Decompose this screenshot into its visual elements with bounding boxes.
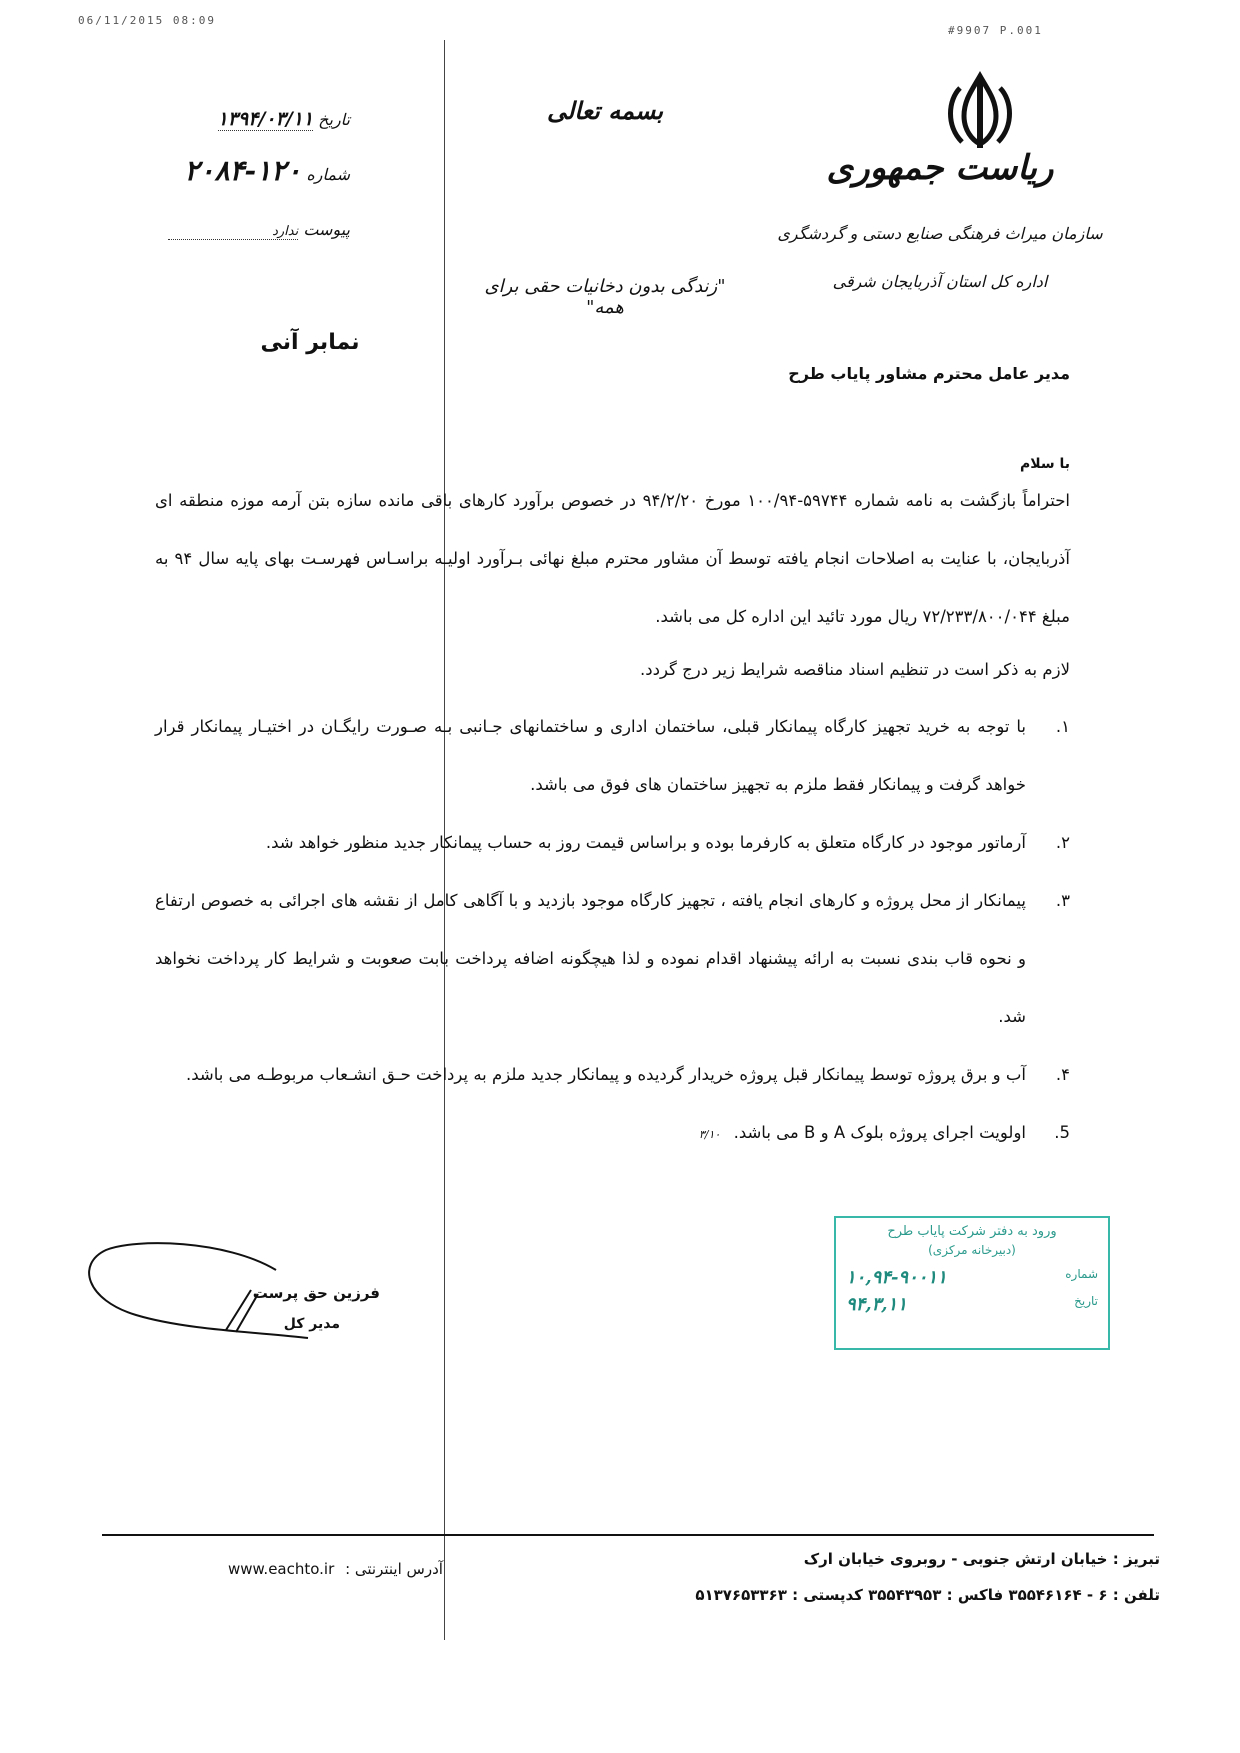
list-item-number: ۲. xyxy=(1055,833,1070,852)
date-label: تاریخ xyxy=(318,110,350,129)
list-item-text xyxy=(155,1104,1036,1164)
attachment-value: ندارد xyxy=(168,224,298,240)
doc-type: نمابر آنی xyxy=(260,330,360,355)
list-item xyxy=(155,814,1070,872)
stamp-number-value: ۱۰,۹۴-۹۰۰۱۱ xyxy=(846,1267,947,1288)
list-item-text: پیمانکار از محل پروژه و کارهای انجام یافته ، تجهیز کارگاه موجود بازدید و با آگاهی کامل از نقشه های اجرائی به خصوص ارتفاع و نحوه قاب بندی نسبت به ارائه پیشنهاد اقدام نموده و لذا هیچگونه اضافه پرداخت بابت صعوبت و شرایط کار پرداخت نخواهد شد. xyxy=(155,891,1026,1026)
stamp-date-value: ۹۴,۳,۱۱ xyxy=(846,1294,907,1315)
body-paragraph: احتراماً بازگشت به نامه شماره ۵۹۷۴۴-۱۰۰/۹۴ مورخ ۹۴/۲/۲۰ در خصوص برآورد کارهای باقی مانده سازه بتن آرمه موزه منطقه ای آذربایجان، با عنایت به اصلاحات انجام یافته توسط آن مشاور محترم مبلغ نهائی بـرآورد اولیـه براسـاس فهرسـت بهای پایه سال ۹۴ به مبلغ ۷۲/۲۳۳/۸۰۰/۰۴۴ ریال مورد تائید این اداره کل می باشد. xyxy=(155,491,1070,626)
meta-attachment-row xyxy=(120,220,350,240)
list-item-number: ۳. xyxy=(1055,891,1070,910)
org-department: اداره کل استان آذربایجان شرقی xyxy=(832,272,1048,291)
greeting: با سلام xyxy=(1019,456,1070,472)
number-label: شماره xyxy=(306,165,350,184)
fax-page-id: #9907 P.001 xyxy=(948,24,1043,37)
list-item-text: با توجه به خرید تجهیز کارگاه پیمانکار قبلی، ساختمان اداری و ساختمانهای جـانبی بـه صـورت رایگـان در اختیـار پیمانکار قرار خواهد گرفت و پیمانکار فقط ملزم به تجهیز ساختمان های فوق می باشد. xyxy=(155,717,1026,794)
fax-timestamp: 06/11/2015 08:09 xyxy=(78,14,216,27)
list-item-number: ۱. xyxy=(1055,717,1070,736)
stamp-date-label: تاریخ xyxy=(1074,1294,1098,1308)
list-item-text: آب و برق پروژه توسط پیمانکار قبل پروژه خریدار گردیده و پیمانکار جدید ملزم به پرداخت حـق انشـعاب مربوطـه می باشد. xyxy=(185,1065,1026,1084)
list-item-number: ۴. xyxy=(1055,1065,1070,1084)
signatory-name: فرزین حق پرست xyxy=(252,1284,380,1302)
date-value: ۱۳۹۴/۰۳/۱۱ xyxy=(217,108,314,130)
attachment-label: پیوست xyxy=(303,220,350,239)
list-item xyxy=(155,698,1070,814)
list-item-text-content: اولویت اجرای پروژه بلوک A و B می باشد. xyxy=(733,1123,1026,1142)
stamp-number-label: شماره xyxy=(1065,1267,1098,1281)
footer-website[interactable]: www.eachto.ir xyxy=(228,1560,335,1578)
org-title: ریاست جمهوری xyxy=(826,148,1054,188)
list-item-text: آرماتور موجود در کارگاه متعلق به کارفرما بوده و براساس قیمت روز به حساب پیمانکار جدید منظور خواهد شد. xyxy=(265,833,1026,852)
stamp-number-row xyxy=(846,1267,1098,1288)
list-item xyxy=(155,872,1070,1046)
org-subtitle: سازمان میراث فرهنگی صنایع دستی و گردشگری xyxy=(777,224,1103,243)
handwritten-note: ۳/۱۰ xyxy=(698,1128,721,1141)
footer-website-label: آدرس اینترنتی : xyxy=(345,1560,443,1578)
signatory-title: مدیر کل xyxy=(283,1316,340,1332)
footer-address: تبریز : خیابان ارتش جنوبی - روبروی خیابان ارک xyxy=(803,1550,1160,1568)
intro-line: لازم به ذکر است در تنظیم اسناد مناقصه شرایط زیر درج گردد. xyxy=(640,660,1070,679)
meta-number-row xyxy=(120,154,350,187)
slogan: "زندگی بدون دخانیات حقی برای همه" xyxy=(484,276,726,318)
list-item-number: 5. xyxy=(1054,1123,1070,1142)
footer-website-row xyxy=(228,1560,508,1578)
stamp-date-row xyxy=(846,1294,1098,1315)
number-value: ۱۲۰-۲۰۸۴ xyxy=(184,154,302,187)
stamp-line2: (دبیرخانه مرکزی) xyxy=(928,1243,1016,1257)
meta-date-row xyxy=(120,108,350,130)
list-item xyxy=(155,1046,1070,1104)
iran-emblem-icon xyxy=(920,70,1040,150)
footer-phone: تلفن : ۶ - ۳۵۵۴۶۱۶۴ فاکس : ۳۵۵۴۳۹۵۳ کدپستی : ۵۱۳۷۶۵۳۳۶۳ xyxy=(695,1586,1160,1604)
footer-divider xyxy=(102,1534,1154,1536)
list-item xyxy=(155,1104,1070,1164)
recipient: مدیر عامل محترم مشاور پایاب طرح xyxy=(788,364,1070,383)
emblem-block xyxy=(920,70,1040,154)
receipt-stamp xyxy=(834,1216,1110,1350)
invocation: بسمه تعالی xyxy=(546,96,664,125)
stamp-line1: ورود به دفتر شرکت پایاب طرح xyxy=(887,1224,1057,1239)
conditions-list xyxy=(155,698,1070,1164)
